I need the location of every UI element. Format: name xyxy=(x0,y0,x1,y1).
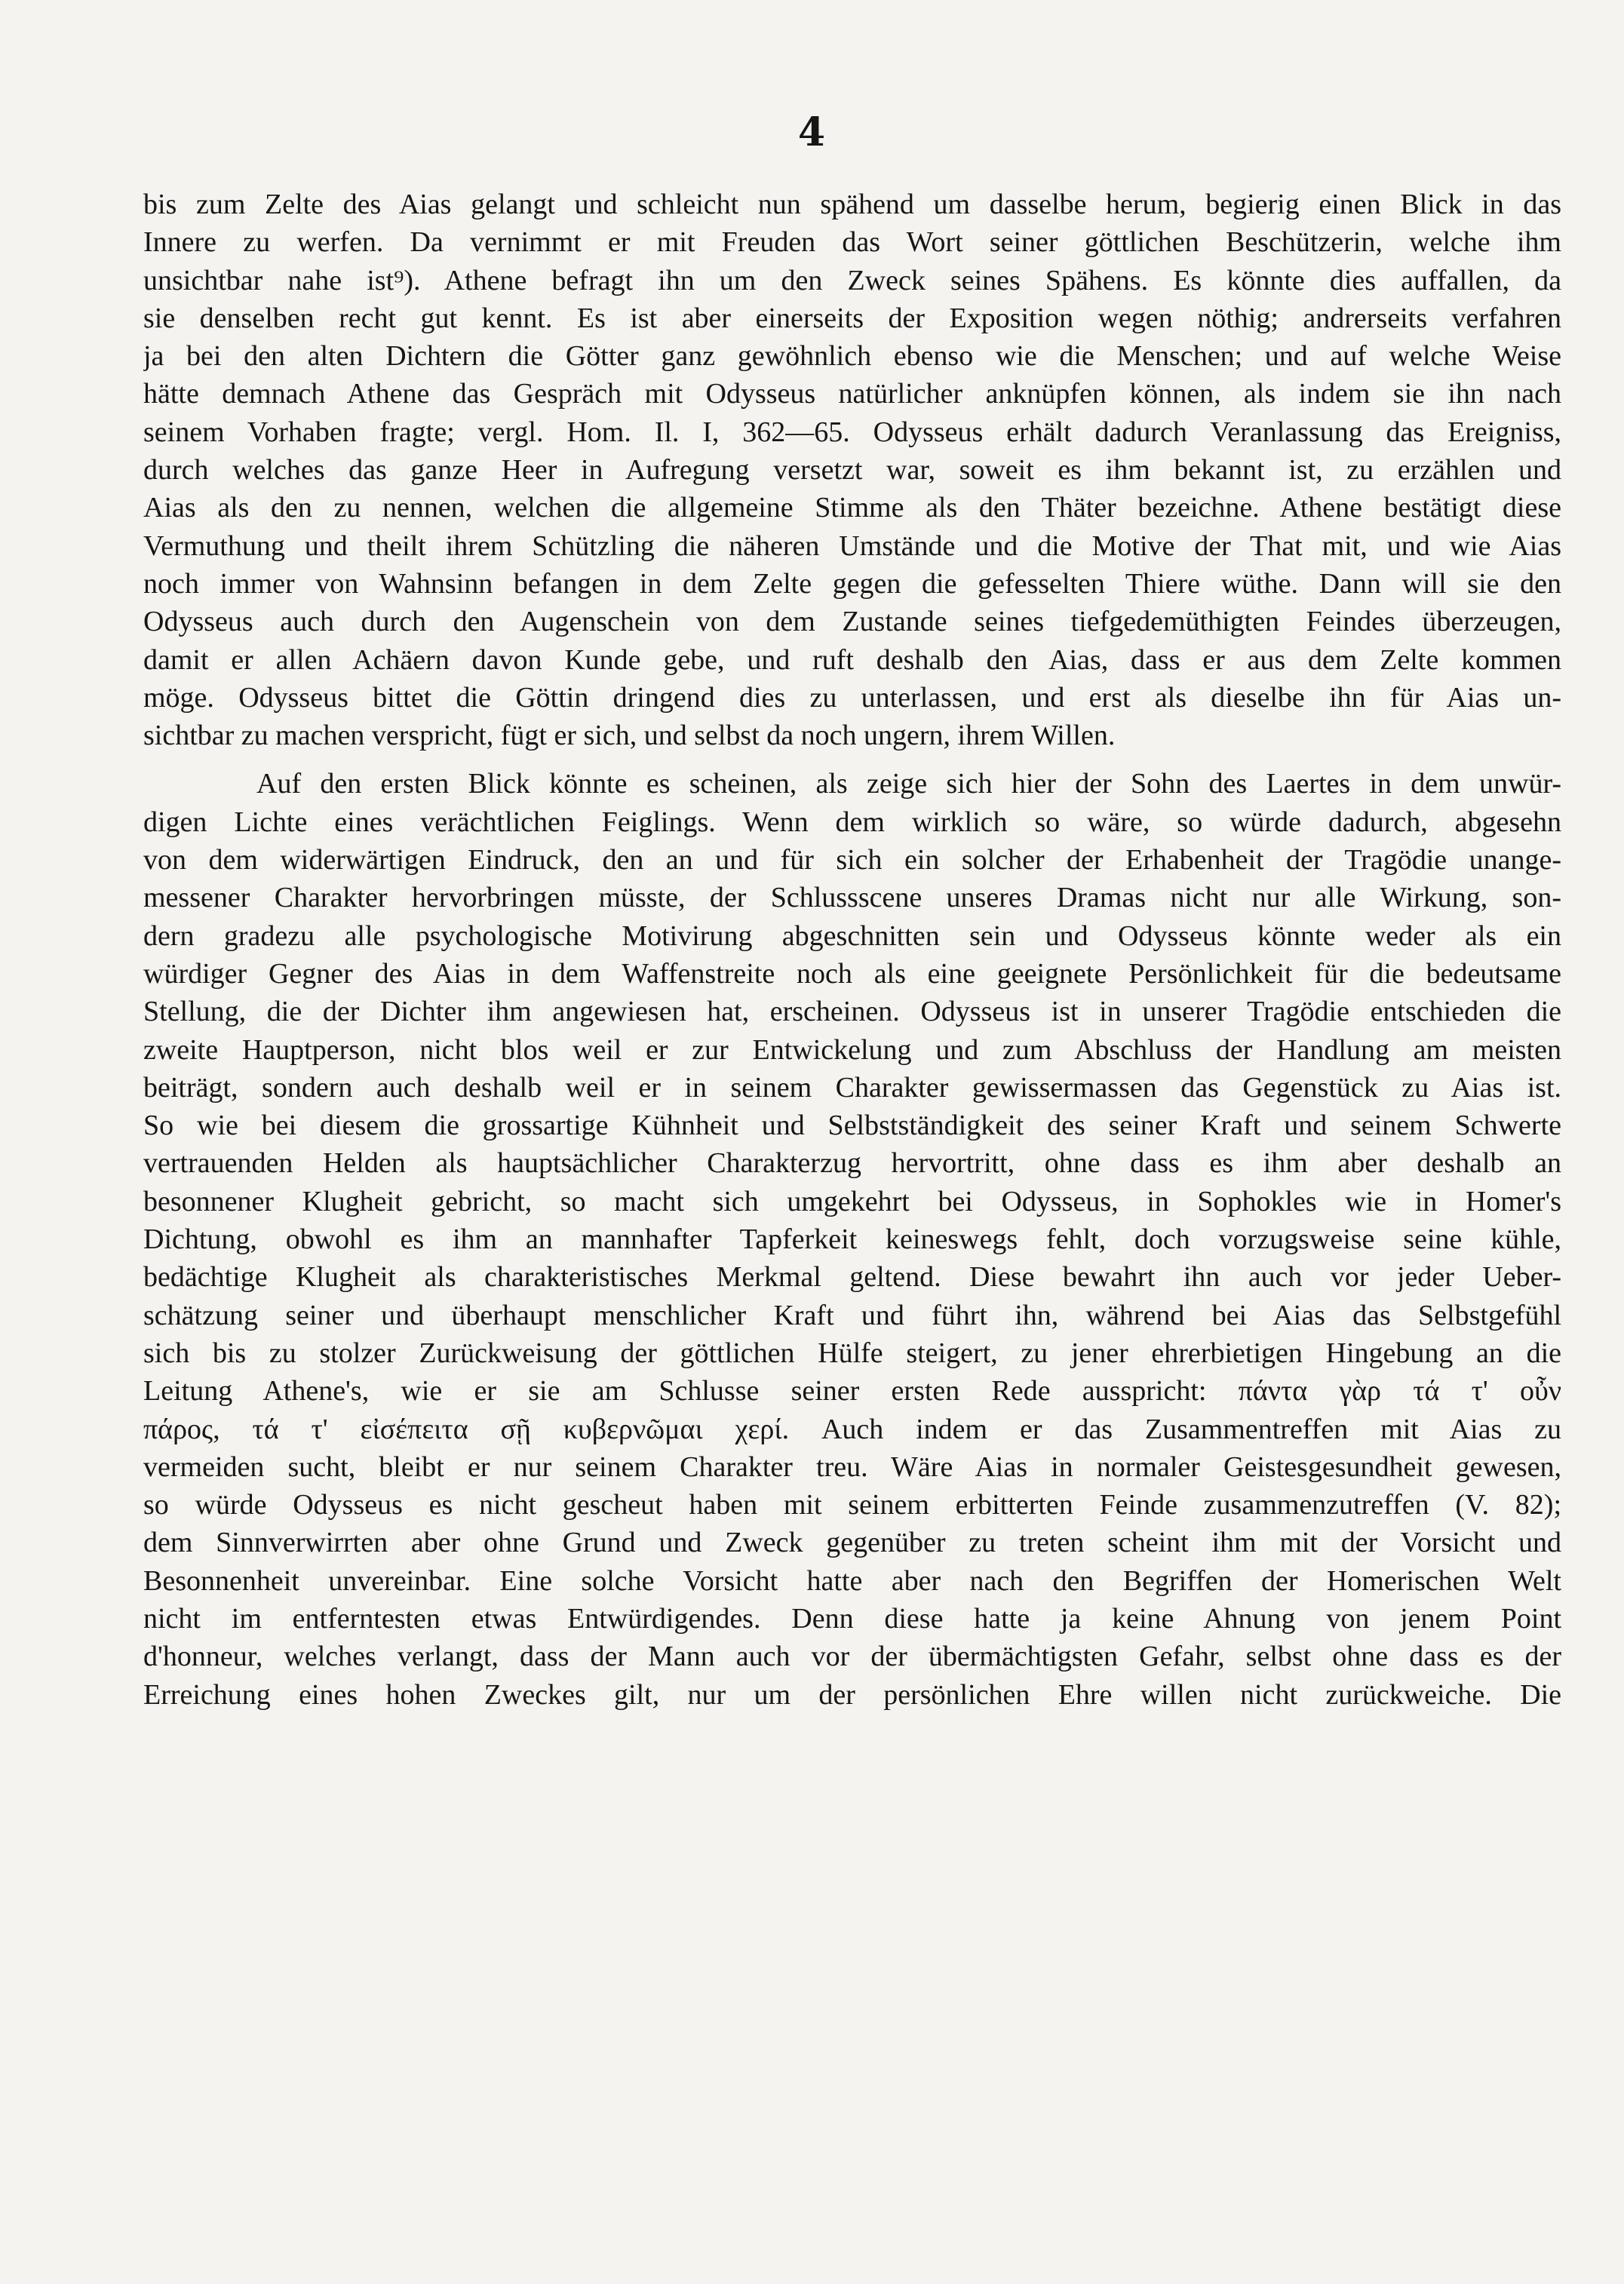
text-line: sie denselben recht gut kennt. Es ist aber einerseits der Exposition wegen nöthig; andrerseits verfahren xyxy=(143,302,1561,334)
text-line: So wie bei diesem die grossartige Kühnheit und Selbstständigkeit des seiner Kraft und seinem Schwerte xyxy=(143,1110,1561,1142)
text-line: bedächtige Klugheit als charakteristisches Merkmal geltend. Diese bewahrt ihn auch vor jeder Ueber- xyxy=(143,1261,1561,1294)
text-line: πάρος, τά τ' εἰσέπειτα σῇ κυβερνῶμαι χερί. Auch indem er das Zusammentreffen mit Aias zu xyxy=(143,1413,1561,1445)
text-line: Erreichung eines hohen Zweckes gilt, nur um der persönlichen Ehre willen nicht zurückweiche. Die xyxy=(143,1678,1561,1711)
text-line: würdiger Gegner des Aias in dem Waffenstreite noch als eine geeignete Persönlichkeit für die bedeutsame xyxy=(143,957,1561,990)
text-line: sichtbar zu machen verspricht, fügt er sich, und selbst da noch ungern, ihrem Willen. xyxy=(143,720,1116,752)
text-line: Stellung, die der Dichter ihm angewiesen hat, erscheinen. Odysseus ist in unserer Tragödie entschieden die xyxy=(143,996,1561,1028)
text-line: messener Charakter hervorbringen müsste, der Schlussscene unseres Dramas nicht nur alle Wirkung, son- xyxy=(143,882,1561,914)
text-line: dem Sinnverwirrten aber ohne Grund und Zweck gegenüber zu treten scheint ihm mit der Vorsicht und xyxy=(143,1527,1561,1559)
text-line: von dem widerwärtigen Eindruck, den an und für sich ein solcher der Erhabenheit der Tragödie unange- xyxy=(143,844,1561,876)
text-line: schätzung seiner und überhaupt menschlicher Kraft und führt ihn, während bei Aias das Selbstgefühl xyxy=(143,1299,1561,1331)
text-line: Innere zu werfen. Da vernimmt er mit Freuden das Wort seiner göttlichen Beschützerin, welche ihm xyxy=(143,226,1561,259)
text-line: durch welches das ganze Heer in Aufregung versetzt war, soweit es ihm bekannt ist, zu erzählen und xyxy=(143,454,1561,487)
text-line: besonnener Klugheit gebricht, so macht sich umgekehrt bei Odysseus, in Sophokles wie in Homer's xyxy=(143,1185,1561,1217)
text-line: nicht im entferntesten etwas Entwürdigendes. Denn diese hatte ja keine Ahnung von jenem Point xyxy=(143,1602,1561,1635)
body-text xyxy=(143,186,1561,1714)
paragraph-1 xyxy=(143,186,1561,754)
text-line: sich bis zu stolzer Zurückweisung der göttlichen Hülfe steigert, zu jener ehrerbietigen Hingebung an die xyxy=(143,1337,1561,1369)
text-line: Auf den ersten Blick könnte es scheinen, als zeige sich hier der Sohn des Laertes in dem unwür- xyxy=(256,768,1561,800)
text-line: vermeiden sucht, bleibt er nur seinem Charakter treu. Wäre Aias in normaler Geistesgesundheit gewesen, xyxy=(143,1451,1561,1483)
text-line: beiträgt, sondern auch deshalb weil er in seinem Charakter gewissermassen das Gegenstück zu Aias ist. xyxy=(143,1071,1561,1104)
text-line: Odysseus auch durch den Augenschein von dem Zustande seines tiefgedemüthigten Feindes überzeugen, xyxy=(143,606,1561,638)
text-line: seinem Vorhaben fragte; vergl. Hom. Il. I, 362—65. Odysseus erhält dadurch Veranlassung das Ereigniss, xyxy=(143,416,1561,448)
text-line: hätte demnach Athene das Gespräch mit Odysseus natürlicher anknüpfen können, als indem sie ihn nach xyxy=(143,378,1561,410)
text-line: Dichtung, obwohl es ihm an mannhafter Tapferkeit keineswegs fehlt, doch vorzugsweise seine kühle, xyxy=(143,1223,1561,1256)
text-line: Leitung Athene's, wie er sie am Schlusse seiner ersten Rede ausspricht: πάντα γὰρ τά τ' οὖν xyxy=(143,1375,1561,1408)
text-line: Besonnenheit unvereinbar. Eine solche Vorsicht hatte aber nach den Begriffen der Homerischen Welt xyxy=(143,1564,1561,1597)
text-line: Aias als den zu nennen, welchen die allgemeine Stimme als den Thäter bezeichne. Athene bestätigt diese xyxy=(143,492,1561,524)
text-line: d'honneur, welches verlangt, dass der Mann auch vor der übermächtigsten Gefahr, selbst ohne dass es der xyxy=(143,1641,1561,1673)
text-line: bis zum Zelte des Aias gelangt und schleicht nun spähend um dasselbe herum, begierig einen Blick in das xyxy=(143,189,1561,220)
text-line: damit er allen Achäern davon Kunde gebe, und ruft deshalb den Aias, dass er aus dem Zelte kommen xyxy=(143,643,1561,676)
text-line: möge. Odysseus bittet die Göttin dringend dies zu unterlassen, und erst als dieselbe ihn für Aias un- xyxy=(143,681,1561,714)
page-number: 4 xyxy=(797,109,827,155)
text-line: noch immer von Wahnsinn befangen in dem Zelte gegen die gefesselten Thiere wüthe. Dann will sie den xyxy=(143,567,1561,600)
text-line: Vermuthung und theilt ihrem Schützling die näheren Umstände und die Motive der That mit, und wie Aias xyxy=(143,530,1561,562)
text-line: ja bei den alten Dichtern die Götter ganz gewöhnlich ebenso wie die Menschen; und auf welche Weise xyxy=(143,340,1561,373)
text-line: unsichtbar nahe ist⁹). Athene befragt ihn um den Zweck seines Spähens. Es könnte dies auffallen, da xyxy=(143,264,1561,296)
text-line: so würde Odysseus es nicht gescheut haben mit seinem erbitterten Feinde zusammenzutreffen (V. 82); xyxy=(143,1489,1561,1521)
paragraph-2 xyxy=(143,765,1561,1713)
paragraph-gap xyxy=(143,754,1561,765)
text-line: dern gradezu alle psychologische Motivirung abgeschnitten sein und Odysseus könnte weder als ein xyxy=(143,919,1561,952)
text-line: zweite Hauptperson, nicht blos weil er zur Entwickelung und zum Abschluss der Handlung am meisten xyxy=(143,1033,1561,1066)
text-line: vertrauenden Helden als hauptsächlicher Charakterzug hervortritt, ohne dass es ihm aber deshalb an xyxy=(143,1147,1561,1180)
text-line: digen Lichte eines verächtlichen Feiglings. Wenn dem wirklich so wäre, so würde dadurch, abgesehn xyxy=(143,806,1561,838)
